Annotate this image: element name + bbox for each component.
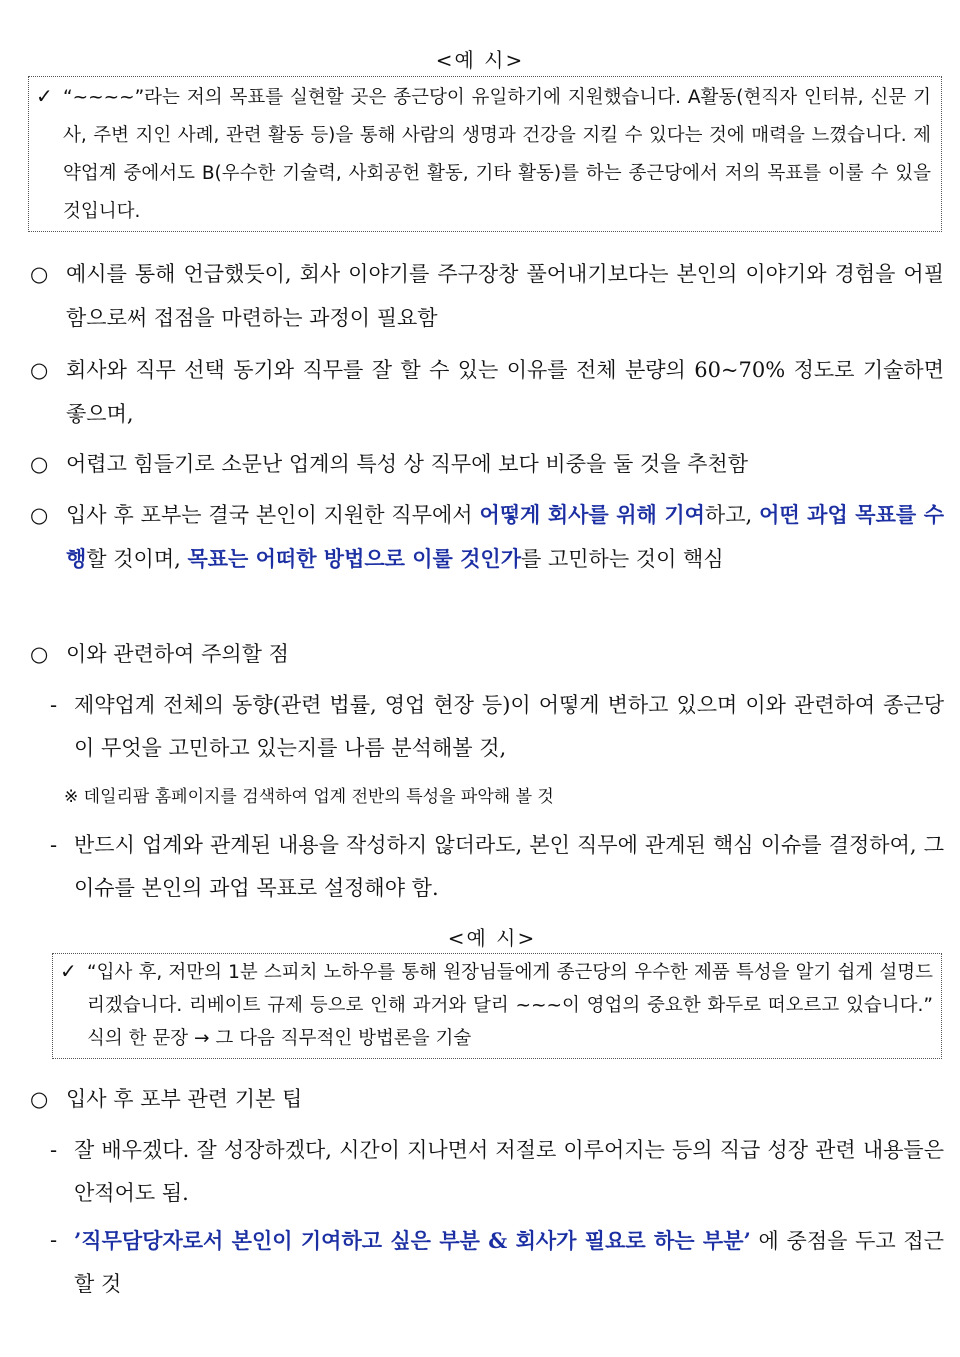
emphasis-method: 목표는 어떠한 방법으로 이룰 것인가 (187, 546, 522, 571)
bullet-paragraph-2 (30, 348, 944, 436)
dash-item-2 (50, 824, 944, 910)
dash-bullet: - (50, 1138, 58, 1162)
circle-bullet-icon: ○ (30, 452, 49, 476)
example-box-2 (52, 953, 942, 1059)
bullet-paragraph-5 (30, 632, 944, 676)
dash-text-2: 반드시 업계와 관계된 내용을 작성하지 않더라도, 본인 직무에 관계된 핵심 이슈를 결정하여, 그 이슈를 본인의 과업 목표로 설정해야 함. (74, 833, 944, 900)
checkmark-icon: ✓ (60, 959, 77, 983)
example-text-1: “~~~~”라는 저의 목표를 실현할 곳은 종근당이 유일하기에 지원했습니다. A활동(현직자 인터뷰, 신문 기사, 주변 지인 사례, 관련 활동 등)을 통해 사람의 생명과 건강을 지킬 수 있다는 것에 매력을 느꼈습니다. 제약업계 중에서도 B(우수한 기술력, 사회공헌 활동, 기타 활동)를 하는 종근당에서 저의 목표를 이룰 수 있을 것입니다. (63, 87, 931, 222)
dash-bullet: - (50, 833, 58, 857)
bullet-text-1: 예시를 통해 언급했듯이, 회사 이야기를 주구장창 풀어내기보다는 본인의 이야기와 경험을 어필함으로써 접점을 마련하는 과정이 필요함 (66, 262, 944, 330)
bullet-4-part-c: 하고, (704, 503, 760, 527)
circle-bullet-icon: ○ (30, 642, 49, 666)
bullet-text-3: 어렵고 힘들기로 소문난 업계의 특성 상 직무에 보다 비중을 둘 것을 추천함 (66, 452, 749, 476)
circle-bullet-icon: ○ (30, 262, 49, 286)
dash-text-3: 잘 배우겠다. 잘 성장하겠다, 시간이 지나면서 저절로 이루어지는 등의 직급 성장 관련 내용들은 안적어도 됨. (74, 1138, 944, 1205)
emphasis-contribute: 어떻게 회사를 위해 기여 (479, 502, 705, 527)
dash-item-3 (50, 1129, 944, 1215)
circle-bullet-icon: ○ (30, 503, 49, 527)
dash-text-4 (74, 1219, 944, 1306)
example-box-1 (28, 76, 942, 232)
bullet-paragraph-6 (30, 1077, 944, 1121)
example-label-2: <예 시> (447, 926, 537, 950)
circle-bullet-icon: ○ (30, 358, 49, 382)
circle-bullet-icon: ○ (30, 1087, 49, 1111)
emphasis-contribution-need: ’직무담당자로서 본인이 기여하고 싶은 부분 & 회사가 필요로 하는 부분’ (74, 1228, 751, 1253)
emphasis-task-goal: 어떤 과업 목표를 수행 (66, 502, 944, 571)
example-text-2: “입사 후, 저만의 1분 스피치 노하우를 통해 원장님들에게 종근당의 우수한 제품 특성을 알기 쉽게 설명드리겠습니다. 리베이트 규제 등으로 인해 과거와 달리 ~~~이 영업의 중요한 화두로 떠오르고 있습니다.” 식의 한 문장 → 그 다음 직무적인 방법론을 기술 (87, 962, 933, 1049)
bullet-paragraph-4 (30, 493, 944, 581)
bullet-4-part-a: 입사 후 포부는 결국 본인이 지원한 직무에서 (66, 503, 480, 527)
dash-text-1: 제약업계 전체의 동향(관련 법률, 영업 현장 등)이 어떻게 변하고 있으며 이와 관련하여 종근당이 무엇을 고민하고 있는지를 나름 분석해볼 것, (74, 693, 944, 760)
dash-item-1 (50, 684, 944, 770)
bullet-paragraph-1 (30, 252, 944, 340)
bullet-paragraph-3 (30, 442, 944, 486)
example-label-1: <예 시> (435, 48, 525, 72)
bullet-text-5: 이와 관련하여 주의할 점 (66, 642, 289, 666)
dash-4-part-b: 에 중점을 두고 접근할 것 (74, 1229, 944, 1296)
bullet-4-part-e: 할 것이며, (86, 547, 188, 571)
dash-bullet: - (50, 1228, 58, 1252)
dash-item-4 (50, 1219, 944, 1306)
dash-bullet: - (50, 693, 58, 717)
bullet-text-4 (66, 493, 944, 581)
checkmark-icon: ✓ (36, 84, 53, 108)
bullet-text-6: 입사 후 포부 관련 기본 팁 (66, 1087, 303, 1111)
reference-note: ※ 데일리팜 홈페이지를 검색하여 업계 전반의 특성을 파악해 볼 것 (64, 787, 554, 807)
bullet-4-part-g: 를 고민하는 것이 핵심 (521, 547, 724, 571)
bullet-text-2: 회사와 직무 선택 동기와 직무를 잘 할 수 있는 이유를 전체 분량의 60~70% 정도로 기술하면 좋으며, (66, 358, 944, 426)
